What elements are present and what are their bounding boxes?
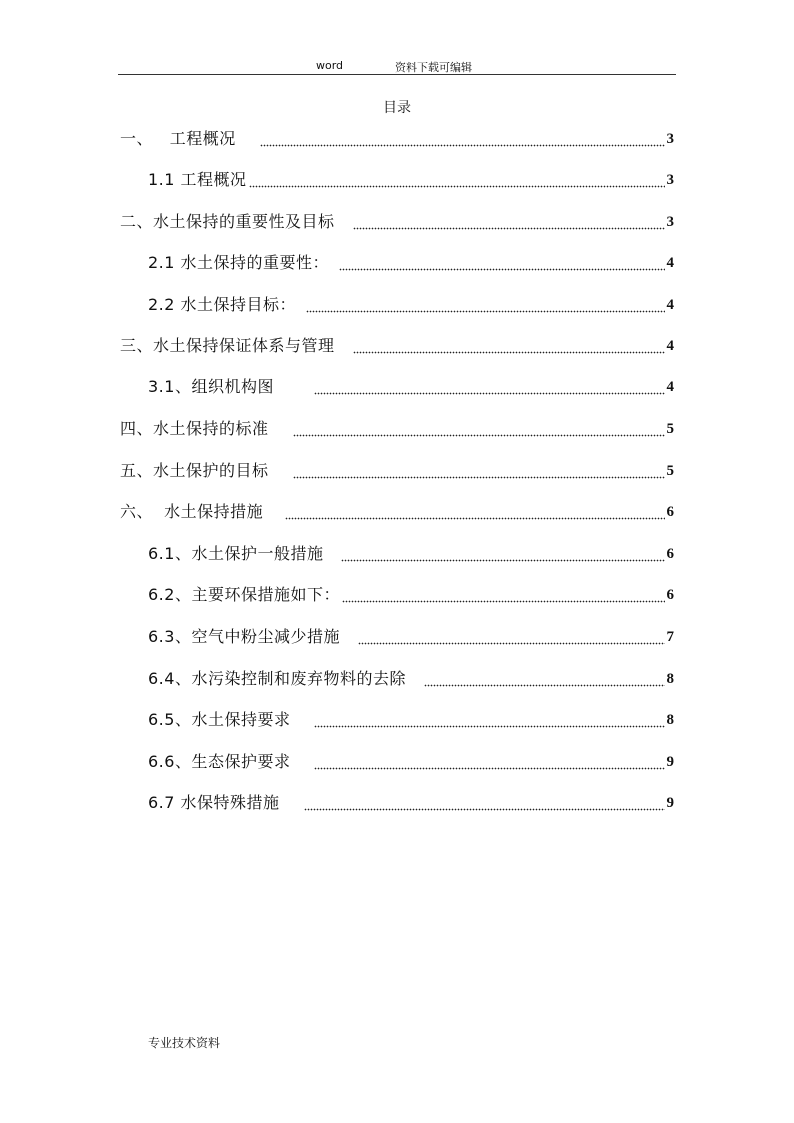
header-download-text: 资料下载可编辑: [395, 61, 472, 74]
toc-entry-label: 一、 工程概况: [120, 129, 236, 148]
page-footer: 专业技术资料: [148, 1036, 221, 1050]
toc-entry-page: 8: [666, 712, 674, 728]
toc-entry-page: 6: [666, 546, 674, 562]
toc-entry[interactable]: [120, 211, 674, 233]
leader-dots: [293, 460, 665, 482]
leader-dots: [314, 751, 664, 773]
leader-dots: [353, 335, 665, 357]
leader-dots: [353, 211, 665, 233]
toc-entry-label: 四、水土保持的标准: [120, 419, 269, 438]
toc-entry-label: 三、水土保持保证体系与管理: [120, 336, 335, 355]
toc-entry[interactable]: [148, 294, 674, 316]
toc-entry-page: 4: [666, 379, 674, 395]
toc-entry-page: 7: [666, 629, 674, 645]
leader-dots: [306, 294, 664, 316]
toc-entry-page: 4: [666, 338, 674, 354]
toc-entry[interactable]: [148, 668, 674, 690]
page-header: [118, 58, 676, 75]
toc-entry[interactable]: [148, 751, 674, 773]
toc-entry-label: 3.1、组织机构图: [148, 377, 274, 396]
leader-dots: [339, 252, 664, 274]
toc-entry[interactable]: [120, 335, 674, 357]
leader-dots: [424, 668, 665, 690]
toc-entry-label: 二、水土保持的重要性及目标: [120, 212, 335, 231]
toc-entry[interactable]: [148, 543, 674, 565]
leader-dots: [304, 792, 665, 814]
toc-entry[interactable]: [120, 128, 674, 150]
toc-entry-page: 6: [666, 504, 674, 520]
toc-entry[interactable]: [120, 460, 674, 482]
leader-dots: [358, 626, 665, 648]
toc-entry-label: 6.7 水保特殊措施: [148, 793, 280, 812]
header-word: word: [316, 59, 344, 72]
toc-entry-label: 6.5、水土保持要求: [148, 710, 291, 729]
toc-entry-label: 2.1 水土保持的重要性：: [148, 253, 330, 272]
toc-entry-page: 4: [666, 255, 674, 271]
leader-dots: [293, 418, 665, 440]
toc-entry[interactable]: [148, 376, 674, 398]
toc-entry-label: 6.2、主要环保措施如下：: [148, 585, 340, 604]
leader-dots: [260, 128, 665, 150]
toc-title: 目录: [383, 100, 411, 116]
toc-entry-label: 1.1 工程概况: [148, 170, 247, 189]
toc-entry-label: 五、水土保护的目标: [120, 461, 269, 480]
leader-dots: [314, 709, 664, 731]
toc-entry-label: 6.4、水污染控制和废弃物料的去除: [148, 669, 406, 688]
toc-entry-page: 6: [666, 587, 674, 603]
toc-entry-label: 2.2 水土保持目标：: [148, 295, 297, 314]
leader-dots: [314, 376, 665, 398]
toc-entry-page: 9: [666, 795, 674, 811]
leader-dots: [285, 501, 664, 523]
toc-entry-page: 3: [666, 214, 674, 230]
toc-entry[interactable]: [148, 252, 674, 274]
toc-entry[interactable]: [120, 418, 674, 440]
toc-entry-page: 8: [666, 671, 674, 687]
toc-entry[interactable]: [148, 792, 674, 814]
toc-entry[interactable]: [148, 709, 674, 731]
toc-entry-page: 3: [666, 131, 674, 147]
toc-entry-page: 4: [666, 297, 674, 313]
leader-dots: [249, 169, 665, 191]
toc-entry-label: 六、 水土保持措施: [120, 502, 264, 521]
leader-dots: [342, 584, 665, 606]
toc-entry[interactable]: [148, 626, 674, 648]
toc-entry-page: 5: [666, 421, 674, 437]
toc-entry[interactable]: [148, 584, 674, 606]
toc-entry-page: 9: [666, 754, 674, 770]
toc-entry[interactable]: [120, 501, 674, 523]
toc-entry-page: 3: [666, 172, 674, 188]
toc-entry-page: 5: [666, 463, 674, 479]
toc-entry[interactable]: [148, 169, 674, 191]
leader-dots: [341, 543, 664, 565]
toc-entry-label: 6.6、生态保护要求: [148, 752, 291, 771]
toc-entry-label: 6.1、水土保护一般措施: [148, 544, 324, 563]
toc-entry-label: 6.3、空气中粉尘减少措施: [148, 627, 340, 646]
